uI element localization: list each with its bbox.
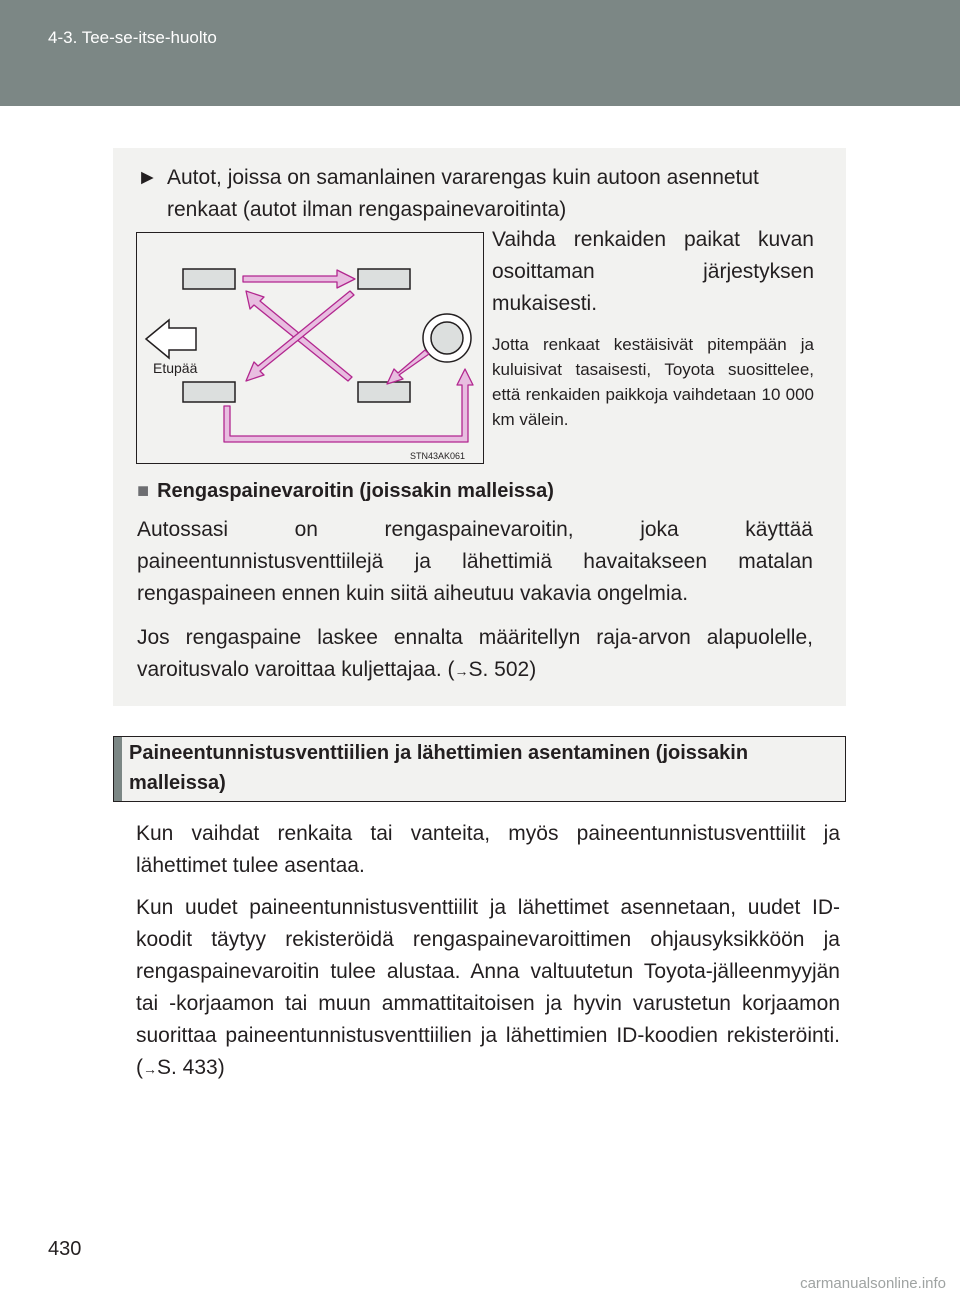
section-paragraph-2 xyxy=(136,892,840,1085)
tire-rotation-box xyxy=(113,148,846,706)
diagram-code: STN43AK061 xyxy=(410,451,466,461)
tpms-paragraph-2-text: Jos rengaspaine laskee ennalta määritellyn raja-arvon alapuolelle, varoitusvalo varoittaa kuljettajaa. ( xyxy=(137,626,813,681)
section-paragraph-2-text: Kun uudet paineentunnistusventtiilit ja lähettimet asennetaan, uudet ID-koodit täytyy rekisteröidä rengaspainevaroittimen ohjausyksikköön ja rengaspainevaroitin tulee alustaa. Anna valtuutetun Toyota-jälleenmyyjän tai -korjaamon tai muun ammattitaitoisen ja hyvin varustetun korjaamon suorittaa paineentunnistusventtiilien ja lähettimien ID-koodien rekisteröinti. ( xyxy=(136,896,840,1079)
section-paragraph-2-ref: S. 433) xyxy=(157,1056,225,1079)
section-heading-bar xyxy=(114,737,122,801)
tpms-paragraph-2 xyxy=(137,622,813,687)
section-heading: Paineentunnistusventtiilien ja lähettimien asentaminen (joissakin malleissa) xyxy=(129,742,749,794)
diagram-graphic xyxy=(136,232,484,464)
tpms-paragraph-2-ref: S. 502) xyxy=(468,658,537,681)
tire-rear-left xyxy=(183,382,235,402)
triangle-bullet-icon: ► xyxy=(137,166,158,189)
bullet-heading-text: Autot, joissa on samanlainen vararengas kuin autoon asennetut renkaat (autot ilman rengaspainevaroitinta) xyxy=(167,166,759,221)
watermark: carmanualsonline.info xyxy=(800,1275,946,1292)
section-title: 4-3. Tee-se-itse-huolto xyxy=(48,28,217,47)
tpms-subheading-text: Rengaspainevaroitin (joissakin malleissa) xyxy=(157,480,554,502)
front-label: Etupää xyxy=(153,360,198,376)
square-bullet-icon: ■ xyxy=(137,480,150,502)
tire-rear-right xyxy=(358,382,410,402)
rotation-instruction: Vaihda renkaiden paikat kuvan osoittaman järjestyksen mukaisesti. xyxy=(492,228,814,315)
section-heading-box xyxy=(113,736,846,802)
page-header xyxy=(0,0,960,106)
reference-arrow-icon: → xyxy=(454,663,469,679)
spare-tire-inner xyxy=(431,322,463,354)
rotation-note: Jotta renkaat kestäisivät pitempään ja kuluisivat tasaisesti, Toyota suosittelee, että renkaiden paikkoja vaihdetaan 10 000 km välein. xyxy=(492,335,814,429)
tire-front-left xyxy=(183,269,235,289)
section-paragraph-1: Kun vaihdat renkaita tai vanteita, myös paineentunnistusventtiilit ja lähettimet tulee asentaa. xyxy=(136,822,840,877)
bullet-heading xyxy=(137,162,817,226)
page-number: 430 xyxy=(48,1238,82,1260)
front-direction-arrow-icon xyxy=(146,320,196,358)
arrow-spare-to-rr xyxy=(387,350,429,384)
tpms-paragraph-1: Autossasi on rengaspainevaroitin, joka käyttää paineentunnistusventtiilejä ja lähettimiä havaitakseen matalan rengaspaineen ennen kuin siitä aiheutuu vakavia ongelmia. xyxy=(137,518,813,605)
arrow-fl-to-fr xyxy=(243,270,355,288)
tpms-subheading xyxy=(137,480,554,503)
instruction-column xyxy=(492,224,814,432)
reference-arrow-icon: → xyxy=(143,1061,157,1077)
tire-front-right xyxy=(358,269,410,289)
